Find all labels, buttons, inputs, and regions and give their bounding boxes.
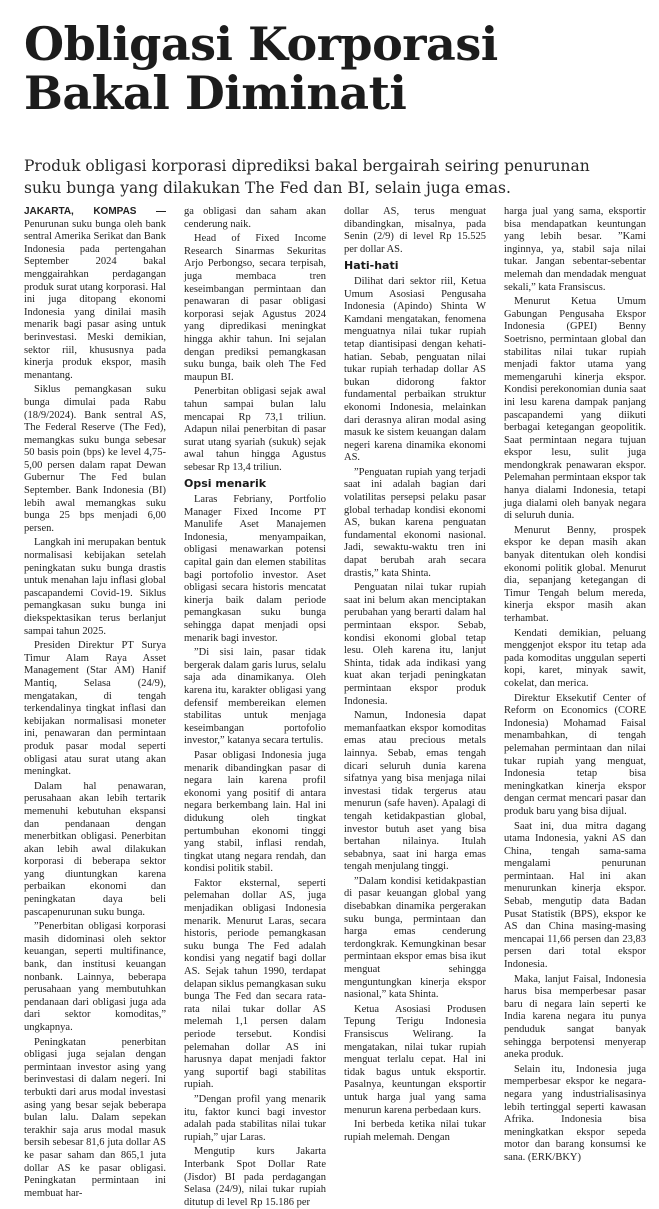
paragraph: Pasar obligasi Indonesia juga menarik dibandingkan pasar di negara lain karena profil ekonomi yang positif di antara negara berkembang lain. Hal ini didukung oleh tingkat pertumbuhan ekonomi tinggi yang stabil, inflasi rendah, tingkat utang negara rendah, dan kondisi politik stabil.	[184, 749, 326, 875]
paragraph: Direktur Eksekutif Center of Reform on Economics (CORE Indonesia) Mohamad Faisal menambahkan, di tengah pelemahan permintaan dan nilai tukar rupiah yang menguat, Indonesia tetap bisa meningkatkan kinerja ekspor dengan cermat mencari pasar dan produk baru yang bisa dijual.	[504, 692, 646, 817]
paragraph: ”Penguatan rupiah yang terjadi saat ini adalah bagian dari volatilitas persepsi pelaku pasar global terhadap kondisi ekonomi AS, bukan karena penguatan fundamental ekonomi nasional. Jadi, sewaktu-waktu tren ini dapat berubah arah secara drastis,” kata Shinta.	[344, 466, 486, 579]
paragraph	[24, 206, 166, 382]
paragraph: Selain itu, Indonesia juga memperbesar ekspor ke negara-negara yang industrialisasinya lebih tertinggal seperti kawasan Afrika. Indonesia bisa meningkatkan ekspor sepeda motor dan barang konsumsi ke sana. (ERK/BKY)	[504, 1063, 646, 1163]
paragraph: Ketua Asosiasi Produsen Tepung Terigu Indonesia Fransiscus Welirang. Ia mengatakan, nilai tukar rupiah menguat terlalu cepat. Hal ini tidak bagus untuk eksportir. Pasalnya, keuntungan eksportir untuk harga jual yang sama menurun karena perbedaan kurs.	[344, 1003, 486, 1116]
headline	[24, 17, 644, 120]
paragraph: Langkah ini merupakan bentuk normalisasi kebijakan setelah peningkatan suku bunga drastis untuk menahan laju inflasi global pascapandemi Covid-19. Siklus pemangkasan suku bunga ini diekspektasikan terus berlanjut sampai tahun 2025.	[24, 537, 166, 637]
dateline: JAKARTA, KOMPAS —	[24, 206, 166, 217]
paragraph: Dalam hal penawaran, perusahaan akan lebih tertarik memenuhi kebutuhan ekspansi dan pendanaan dengan menerbitkan obligasi. Penerbitan akan lebih awal dilakukan korporasi di beberapa sektor yang diuntungkan karena perbaikan ekonomi dan peningkatan daya beli pascapenurunan suku bunga.	[24, 780, 166, 918]
paragraph: Presiden Direktur PT Surya Timur Alam Raya Asset Management (Star AM) Hanif Mantiq, Selasa (24/9), mengatakan, di tengah terkendalinya tingkat inflasi dan kebijakan normalisasi moneter ini, penawaran dan permintaan produk pasar modal seperti obligasi atau surat utang akan meningkat.	[24, 640, 166, 778]
subheading-hati-hati: Hati-hati	[344, 259, 399, 273]
headline-line: Obligasi Korporasi	[24, 17, 498, 71]
paragraph: Peningkatan penerbitan obligasi juga sejalan dengan permintaan investor asing yang berinvestasi di dalam negeri. Ini terbukti dari arus modal investasi asing yang besar sejak beberapa bulan lalu. Dalam sepekan terakhir saja arus modal masuk bersih sebesar 81,6 juta dollar AS ke pasar saham dan 865,1 juta dollar AS ke pasar obligasi. Peningkatan permintaan ini membuat har-	[24, 1036, 166, 1199]
paragraph-text: Penurunan suku bunga oleh bank sentral Amerika Serikat dan Bank Indonesia pada pertengahan September 2024 bakal menggairahkan perdagangan produk surat utang korporasi. Hal ini juga ditopang ekonomi Indonesia yang dinilai masih menarik bagi pasar asing untuk berinvestasi. Meski demikian, sektor riil, khususnya pada kinerja produk ekspor, masih menantang.	[24, 218, 166, 381]
paragraph: Siklus pemangkasan suku bunga dimulai pada Rabu (18/9/2024). Bank sentral AS, The Federal Reserve (The Fed), memangkas suku bunga sebesar 50 basis poin (bps) ke level 4,75-5,00 persen dalam rapat Dewan Gubernur The Fed bulan September. Bank Indonesia (BI) lebih awal memangkas suku bunga 25 bps menjadi 6,00 persen.	[24, 384, 166, 534]
paragraph: ”Penerbitan obligasi korporasi masih didominasi oleh sektor keuangan, seperti multifinance, bank, dan institusi keuangan nonbank. Lainnya, beberapa perusahaan yang membutuhkan pendanaan dari obligasi juga ada dari sektor komoditas,” ungkapnya.	[24, 921, 166, 1033]
lede-line: Produk obligasi korporasi diprediksi bakal bergairah seiring penurunan	[24, 157, 590, 175]
article-body	[24, 206, 648, 1208]
paragraph: Menurut Benny, prospek ekspor ke depan masih akan banyak ditentukan oleh kondisi ekonomi politik global. Menurut dia, sepanjang ketegangan di Timur Tengah belum mereda, kinerja ekspor masih akan terhambat.	[504, 524, 646, 624]
paragraph: ”Dengan profil yang menarik itu, faktor kunci bagi investor adalah pada stabilitas nilai tukar rupiah,” ujar Laras.	[184, 1093, 326, 1143]
article-column-1	[24, 206, 166, 1199]
paragraph: ga obligasi dan saham akan cenderung naik.	[184, 206, 326, 230]
paragraph: Head of Fixed Income Research Sinarmas Sekuritas Arjo Perbongso, secara terpisah, juga membaca tren keseimbangan permintaan dan penawaran di pasar obligasi korporasi sejak Agustus 2024 yang dipredikasi meningkat hingga akhir tahun. Ini sejalan dengan prediksi pemangkasan suku bunga, baik oleh The Fed maupun BI.	[184, 233, 326, 383]
paragraph: Kendati demikian, peluang menggenjot ekspor itu tetap ada pada komoditas unggulan seperti kopi, karet, minyak sawit, cokelat, dan merica.	[504, 627, 646, 689]
paragraph: Ini berbeda ketika nilai tukar rupiah melemah. Dengan	[344, 1119, 486, 1143]
paragraph: Saat ini, dua mitra dagang utama Indonesia, yakni AS dan China, tengah sama-sama mengalami penurunan permintaan. Hal ini akan menurunkan kinerja ekspor. Sebab, mengutip data Badan Pusat Statistik (BPS), ekspor ke AS dan China masing-masing mencapai 11,66 persen dan 23,83 persen dari total ekspor Indonesia.	[504, 820, 646, 971]
lede	[24, 155, 639, 199]
subheading-opsi-menarik: Opsi menarik	[184, 477, 267, 491]
lede-line: suku bunga yang dilakukan The Fed dan BI, selain juga emas.	[24, 179, 511, 197]
article-column-4	[504, 206, 646, 1192]
paragraph: Mengutip kurs Jakarta Interbank Spot Dollar Rate (Jisdor) BI pada perdagangan Selasa (24/9), nilai tukar rupiah ditutup di level Rp 15.186 per	[184, 1146, 326, 1208]
headline-line: Bakal Diminati	[24, 66, 407, 120]
paragraph: Menurut Ketua Umum Gabungan Pengusaha Ekspor Indonesia (GPEI) Benny Soetrisno, permintaan global dan stabilitas nilai tukar rupiah menjadi faktor utama yang memengaruhi kinerja ekspor. Kondisi perekonomian dunia saat ini lesu karena dampak panjang pascapandemi yang diikuti berbagai ketegangan geopolitik. Saat permintaan negara tujuan ekspor lesu, sulit juga mendongkrak penawaran ekspor. Pelemahan permintaan ekspor tak hanya dialami Indonesia, tetapi juga dialami oleh banyak negara di seluruh dunia.	[504, 296, 646, 522]
article-column-2	[184, 206, 327, 1208]
paragraph: Namun, Indonesia dapat memanfaatkan ekspor komoditas emas atau precious metals lainnya. Sebab, emas tengah dicari seluruh dunia karena sifatnya yang bisa menjaga nilai investasi tidak tergerus atau menurun (safe haven). Apalagi di tengah ketidakpastian global, investor butuh aset yang bisa bertahan nilainya. Itulah sebabnya, saat ini harga emas tengah menjulang tinggi.	[344, 710, 486, 873]
paragraph: harga jual yang sama, eksportir bisa mendapatkan keuntungan yang lebih besar. ”Kami inginnya, ya, stabil saja nilai tukar. Jangan sebentar-sebentar melemah dan mendadak menguat sekali,” kata Fransiscus.	[504, 206, 646, 293]
paragraph: ”Di sisi lain, pasar tidak bergerak dalam garis lurus, selalu saja ada dinamikanya. Oleh karena itu, karakter obligasi yang defensif membereikan elemen stabilitas untuk menjaga keseimbangan portofolio investor,” katanya secara tertulis.	[184, 647, 326, 747]
article-column-3	[344, 206, 486, 1192]
paragraph: dollar AS, terus menguat dibandingkan, misalnya, pada Senin (2/9) di level Rp 15.525 per dollar AS.	[344, 206, 486, 255]
paragraph: ”Dalam kondisi ketidakpastian di pasar keuangan global yang disebabkan dinamika pergerakan suku bunga, permintaan dan harga emas cenderung terdongkrak. Kemungkinan besar permintaan ekspor emas bisa ikut menguat sehingga menguntungkan kinerja ekspor nasional,” kata Shinta.	[344, 875, 486, 1001]
paragraph: Penguatan nilai tukar rupiah saat ini belum akan menciptakan perubahan yang berarti dalam hal permintaan ekspor. Sebab, kondisi ekonomi global tetap lesu. Oleh karena itu, lanjut Shinta, tidak ada indikasi yang kuat akan terjadi peningkatan permintaan ekspor produk Indonesia.	[344, 582, 486, 707]
paragraph: Laras Febriany, Portfolio Manager Fixed Income PT Manulife Aset Manajemen Indonesia, menyampaikan, obligasi menawarkan potensi capital gain dan elemen stabilitas bagi portofolio investor. Aset obligasi secara historis mencatat kinerja baik dalam periode pemangkasan suku bunga sehingga dapat menjadi opsi menarik bagi investor.	[184, 494, 326, 644]
paragraph: Penerbitan obligasi sejak awal tahun sampai bulan lalu mencapai Rp 73,1 triliun. Adapun nilai penerbitan di pasar surat utang syariah (sukuk) sejak awal tahun hingga Agustus sebesar Rp 13,4 triliun.	[184, 386, 326, 473]
paragraph: Dilihat dari sektor riil, Ketua Umum Asosiasi Pengusaha Indonesia (Apindo) Shinta W Kamdani mengatakan, fenomena menguatnya nilai tukar rupiah tetap diantisipasi dengan kehati-hatian. Sebab, penguatan nilai tukar rupiah terhadap dollar AS bukan didorong faktor fundamental perbaikan struktur ekonomi Indonesia, melainkan dari derasnya aliran modal asing masuk ke sistem keuangan dalam negeri karena dinamika ekonomi AS.	[344, 275, 486, 464]
paragraph: Maka, lanjut Faisal, Indonesia harus bisa memperbesar pasar baru di negara lain seperti ke India karena negara itu punya penduduk sangat banyak sehingga berpotensi menyerap aneka produk.	[504, 973, 646, 1061]
paragraph: Faktor eksternal, seperti pelemahan dollar AS, juga menjadikan obligasi Indonesia menarik. Menurut Laras, secara historis, periode pemangkasan suku bunga The Fed adalah kondisi yang negatif bagi dollar AS. Sejak tahun 1990, terdapat delapan siklus pemangkasan suku bunga The Fed dan secara rata-rata nilai tukar dollar AS melemah 1,1 persen dalam periode tersebut. Kondisi pelemahan dollar AS ini harusnya dapat menjadi faktor yang suportif bagi stabilitas rupiah.	[184, 877, 327, 1091]
